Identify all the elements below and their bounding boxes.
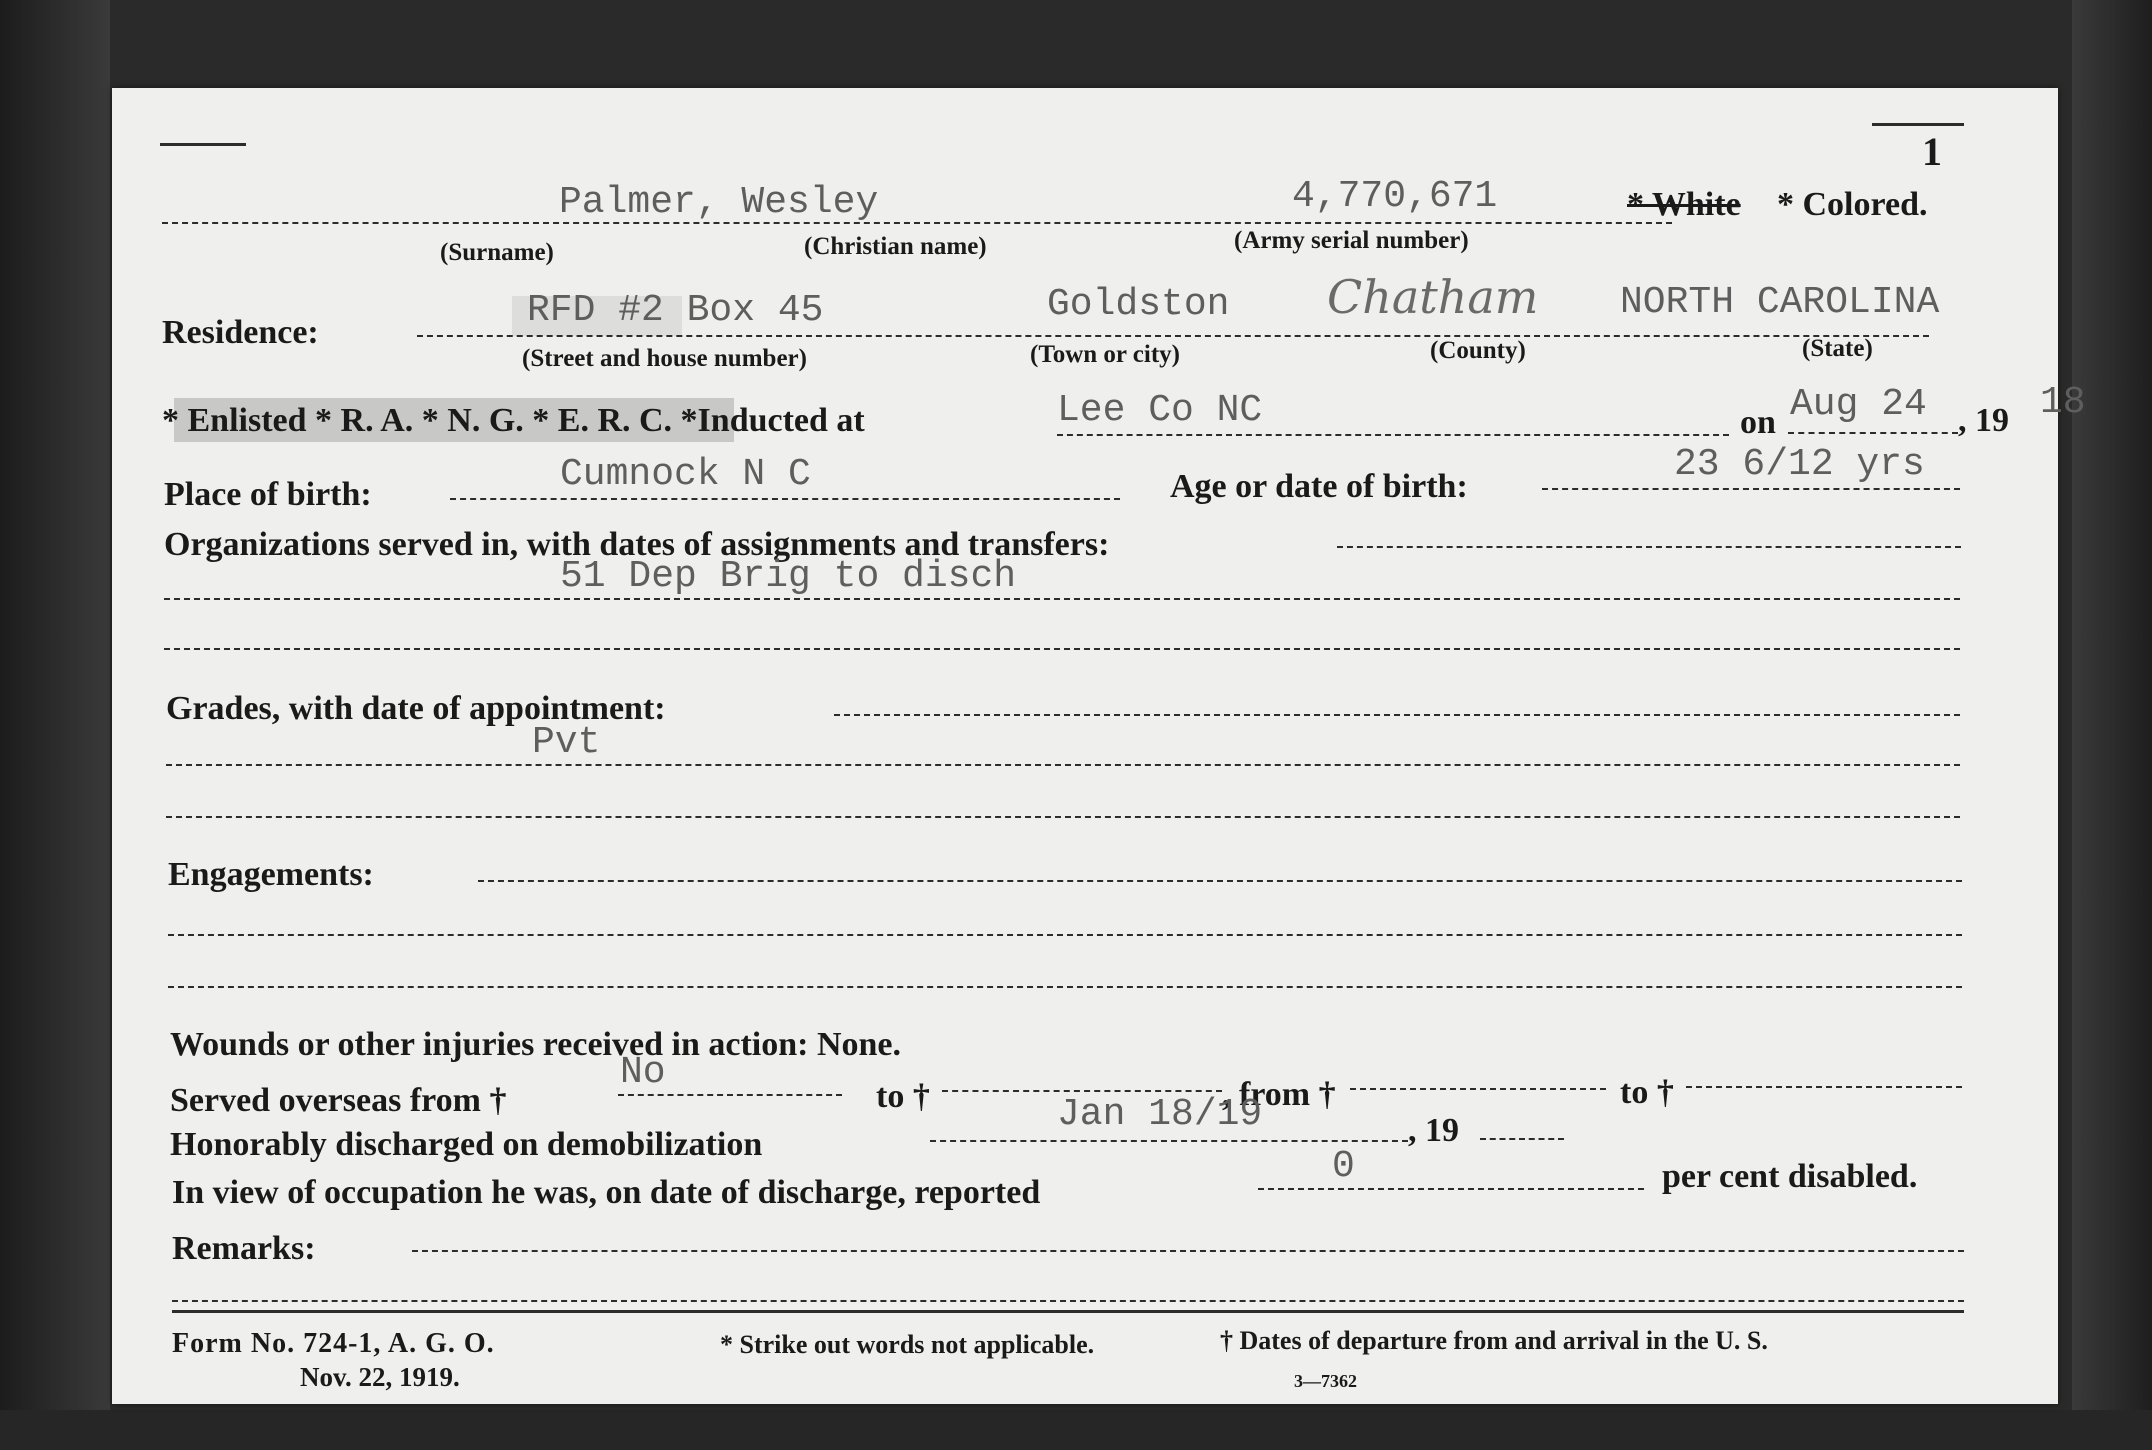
age-value: 23 6/12 yrs: [1674, 443, 1925, 486]
top-left-rule: [160, 143, 246, 146]
place-of-birth-label: Place of birth:: [164, 476, 372, 513]
residence-label: Residence:: [162, 314, 319, 351]
disability-suffix: per cent disabled.: [1662, 1158, 1918, 1195]
place-of-birth-value: Cumnock N C: [560, 453, 811, 496]
inducted-at-line: [1057, 434, 1729, 436]
surname-caption: (Surname): [440, 239, 554, 266]
inducted-year-value: 18: [2040, 381, 2086, 424]
disability-line: [1258, 1188, 1644, 1190]
overseas-from-value: No: [620, 1051, 666, 1094]
residence-town-value: Goldston: [1047, 283, 1230, 326]
street-caption: (Street and house number): [522, 345, 807, 372]
overseas-to-label: to †: [876, 1078, 930, 1115]
overseas-to2-label: to †: [1620, 1074, 1674, 1111]
organizations-label: Organizations served in, with dates of assignments and transfers:: [164, 526, 1110, 563]
organizations-value: 51 Dep Brig to disch: [560, 555, 1017, 598]
enlisted-inducted-label: * Enlisted * R. A. * N. G. * E. R. C. *Inducted at: [162, 402, 865, 439]
scanner-background-left: [0, 0, 110, 1450]
remarks-line-1: [412, 1250, 1964, 1252]
discharge-date-line: [930, 1140, 1408, 1142]
christian-name-caption: (Christian name): [804, 233, 987, 260]
form-date: Nov. 22, 1919.: [300, 1362, 460, 1392]
overseas-to2-line: [1686, 1086, 1962, 1088]
footer-rule: [172, 1310, 1964, 1313]
engagements-line-3: [168, 986, 1962, 988]
inducted-date-value: Aug 24: [1790, 383, 1927, 426]
grades-line-1: [834, 714, 1960, 716]
dates-note: † Dates of departure from and arrival in the U. S.: [1220, 1326, 1768, 1355]
grades-label: Grades, with date of appointment:: [166, 690, 666, 727]
name-line: [162, 222, 1672, 224]
inducted-year-prefix: , 19: [1958, 402, 2009, 439]
grades-value: Pvt: [532, 721, 601, 764]
grades-line-2: [166, 764, 1960, 766]
scanner-background-right: [2072, 0, 2152, 1450]
wounds-label: Wounds or other injuries received in action: None.: [170, 1026, 901, 1063]
strike-out-note: * Strike out words not applicable.: [720, 1330, 1095, 1359]
discharge-date-value: Jan 18/19: [1057, 1093, 1263, 1136]
engagements-line-1: [478, 880, 1962, 882]
serial-number-value: 4,770,671: [1292, 175, 1498, 218]
remarks-line-2: [172, 1300, 1964, 1302]
overseas-from2-label: , from †: [1222, 1076, 1336, 1113]
inducted-at-value: Lee Co NC: [1057, 389, 1263, 432]
inducted-date-line: [1788, 432, 1958, 434]
residence-state-value: NORTH CAROLINA: [1620, 281, 1940, 324]
grades-line-3: [166, 816, 1960, 818]
town-caption: (Town or city): [1030, 341, 1180, 368]
top-right-rule: [1872, 123, 1964, 126]
place-of-birth-line: [450, 498, 1120, 500]
overseas-from-line: [618, 1094, 842, 1096]
disability-label: In view of occupation he was, on date of discharge, reported: [172, 1174, 1041, 1211]
engagements-line-2: [168, 934, 1962, 936]
scanner-background-bottom: [0, 1410, 2152, 1450]
age-label: Age or date of birth:: [1170, 468, 1468, 505]
remarks-label: Remarks:: [172, 1230, 316, 1267]
discharge-year-label: , 19: [1408, 1112, 1459, 1149]
race-white-option: [1627, 188, 1741, 222]
army-serial-caption: (Army serial number): [1234, 227, 1469, 254]
race-colored-option: * Colored.: [1777, 186, 1928, 223]
form-number: Form No. 724-1, A. G. O.: [172, 1328, 495, 1359]
organizations-line-2: [164, 598, 1960, 600]
overseas-to-line: [942, 1090, 1222, 1092]
inducted-on-label: on: [1740, 404, 1776, 441]
service-record-card: [112, 88, 2086, 1404]
residence-line: [417, 335, 1929, 337]
race-white-text: * White: [1627, 186, 1741, 223]
discharge-year-line: [1480, 1138, 1564, 1140]
age-line: [1542, 488, 1960, 490]
engagements-label: Engagements:: [168, 856, 374, 893]
name-value: Palmer, Wesley: [559, 181, 879, 224]
print-code: 3—7362: [1294, 1371, 1357, 1391]
organizations-line-3: [164, 648, 1960, 650]
page-number: 1: [1922, 129, 1942, 174]
organizations-line-1: [1337, 546, 1961, 548]
residence-street-value: RFD #2 Box 45: [527, 289, 824, 332]
county-caption: (County): [1430, 337, 1526, 364]
overseas-label: Served overseas from †: [170, 1082, 507, 1119]
discharge-label: Honorably discharged on demobilization: [170, 1126, 763, 1163]
state-caption: (State): [1802, 335, 1873, 362]
residence-county-value: Chatham: [1327, 270, 1539, 324]
disability-value: 0: [1332, 1145, 1355, 1188]
overseas-from2-line: [1350, 1088, 1606, 1090]
